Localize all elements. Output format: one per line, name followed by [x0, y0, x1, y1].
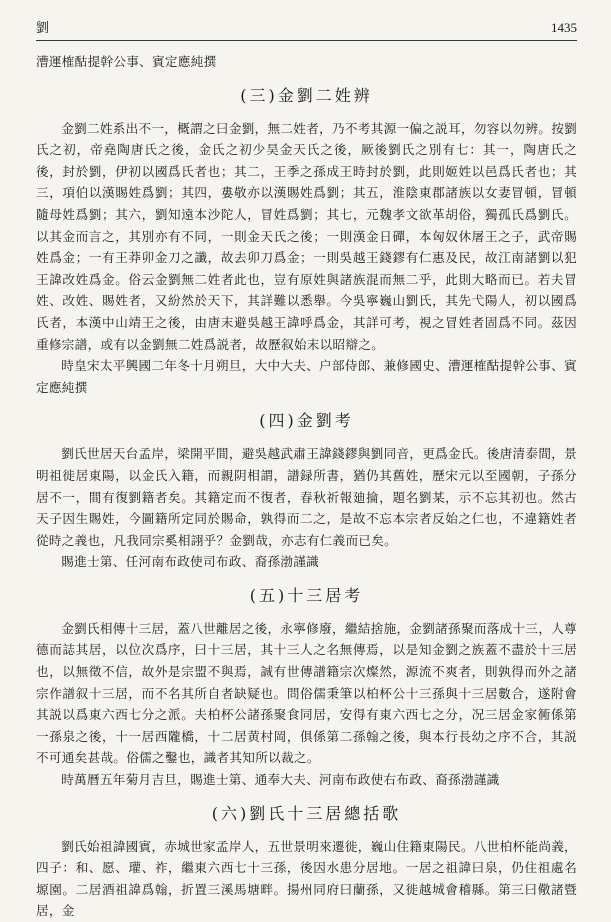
- section-signature: 時萬曆五年菊月吉旦，賜進士第、通奉大夫、河南布政使右布政、裔孫渤謹識: [61, 772, 500, 788]
- lead-line: 漕運榷酤提幹公事、賓定應純撰: [36, 54, 217, 69]
- section-title: (三)金劉二姓辨: [240, 85, 373, 105]
- page-header: [36, 0, 577, 36]
- section-body: 劉氏始祖諱國賓，赤城世家孟岸人，五世景明來遷徙，巍山住籍東陽民。八世柏杯能尚義，四子：和、愿、瓘、祚，繼東六西七十三孫，後因水患分居地。一居之祖諱曰泉，仍住祖處名塬園。二居酒祖諱爲翰，折置三溪馬塘畔。揚州同府曰蘭孫，又徙越城會稽縣。第三曰儆諸暨居，金: [36, 838, 577, 919]
- section-body: 金劉氏相傳十三居，蓋八世離居之後，永寧修廢，繼結捨施，金劉諸孫聚而落成十三，人尊德而誌其居，以位次爲序，曰十三居，其十三人之名無傳焉，以是知金劉之族蓋不盡於十三居也，以無徵不信，故外是宗盟不與焉，誠有世傳譜籍宗次燦然，源流不爽者，則孰得而外之諸宗作譜叙十三居，而不名其所自者缺疑也。問俗儒秉筆以柏杯公十三孫與十三居數合，遂附會其説以爲東六西七分之派。夫柏杯公諸孫聚食同居，安得有東六西七之分，况三居金家衕係第一孫泉之後，十一居西隴橋，十二居黄村岡，俱係第二孫翰之後，與本行長幼之序不合，其説不可通矣甚哉。俗儒之鑿也，識者其知所以裁之。: [36, 620, 577, 766]
- section-signature: 賜進士第、任河南布政使司布政、裔孫渤謹識: [61, 554, 320, 570]
- section-title: (五)十三居考: [249, 585, 364, 605]
- running-head: 劉: [36, 21, 50, 36]
- header-rule: [36, 40, 577, 41]
- section-title: (四)金劉考: [259, 411, 354, 431]
- section-signature: 時皇宋太平興國二年冬十月朔旦，大中大夫、户部侍郎、兼修國史、漕運榷酤提幹公事、賓定應純撰: [36, 358, 577, 395]
- section-title: (六)劉氏十三居總括歌: [211, 803, 402, 823]
- page-number: 1435: [551, 20, 577, 35]
- section-body: 劉氏世居天台孟岸，梁開平間，避吳越武肅王諱錢鏐與劉同音，更爲金氏。後唐清泰間，景明祖徙居東陽，以金氏入籍，而親阴相謂，譜録所書，猶仍其舊姓，歷宋元以至國朝，子孫分居不一，間有復劉籍者矣。其籍定而不復者，春秋祈報廸掄，題名劉某，示不忘其初也。然古天子因生賜姓，今圖籍所定同於賜命，孰得而二之，是故不忘本宗者反始之仁也，不違籍姓者從時之義也，凡我同宗奚相詡乎？金劉哉，亦志有仁義而已矣。: [36, 446, 577, 548]
- section-body: 金劉二姓系出不一，概謂之曰金劉，無二姓者，乃不考其源一偏之説耳，勿容以勿辨。按劉氏之初，帝堯陶唐氏之後，金氏之初少昊金天氏之後，厥後劉氏之別有七：其一，陶唐氏之後，封於劉，伊初以國爲氏者也；其二，王季之孫成王時封於劉，此則姬姓以邑爲氏者也；其三，項伯以漢賜姓爲劉；其四，婁敬亦以漢賜姓爲劉；其五，淮陰東郡諸族以女妻冒頓，冒頓隨母姓爲劉；其六，劉知遠本沙陀人，冒姓爲劉；其七，元魏孝文欲革胡俗，獨孤氏爲劉氏。以其金而言之，其別亦有不同，一則金天氏之後；一則漢金日磾，本匈奴休屠王之子，武帝賜姓爲金；一有王莽卯金刀之讖，故去卯刀爲金；一則吳越王錢鏐有仁惠及民，故江南諸劉以犯王諱改姓爲金。俗云金劉無二姓者此也，豈有原姓與諸族混而無二乎，此則大略而已。若夫冒姓、改姓、賜姓者，又紛然於天下，其詳難以悉舉。今吳寧巍山劉氏，其先弋陽人，初以國爲氏者，本漢中山靖王之後，由唐末避吳越王諱呼爲金，其詳可考，視之冒姓者固爲不同。茲因重修宗譜，或有以金劉無二姓爲説者，故歷叙始末以昭辯之。: [36, 120, 577, 352]
